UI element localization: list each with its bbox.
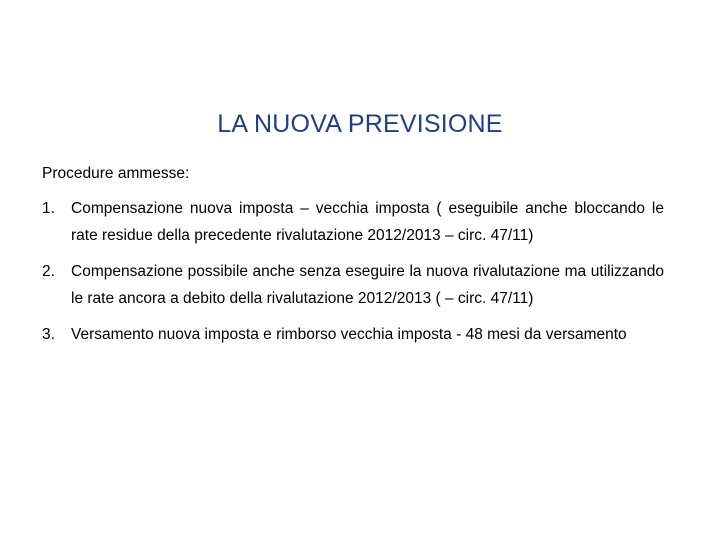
list-item [42, 258, 664, 312]
list-item [42, 195, 664, 249]
list-item-text: Versamento nuova imposta e rimborso vecchia imposta - 48 mesi da versamento [71, 326, 627, 343]
slide-title: LA NUOVA PREVISIONE [217, 110, 503, 138]
procedure-list [42, 195, 664, 348]
list-item [42, 321, 664, 348]
slide-content [42, 160, 664, 357]
list-item-text: Compensazione possibile anche senza eseguire la nuova rivalutazione ma utilizzando le rate ancora a debito della rivalutazione 2012/2013 ( – circ. 47/11) [71, 263, 664, 307]
intro-text: Procedure ammesse: [42, 165, 190, 182]
list-item-number: 2. [42, 263, 55, 280]
list-item-text: Compensazione nuova imposta – vecchia imposta ( eseguibile anche bloccando le rate residue della precedente rivalutazione 2012/2013 – circ. 47/11) [71, 200, 664, 244]
list-item-number: 1. [42, 200, 55, 217]
list-item-number: 3. [42, 326, 55, 343]
